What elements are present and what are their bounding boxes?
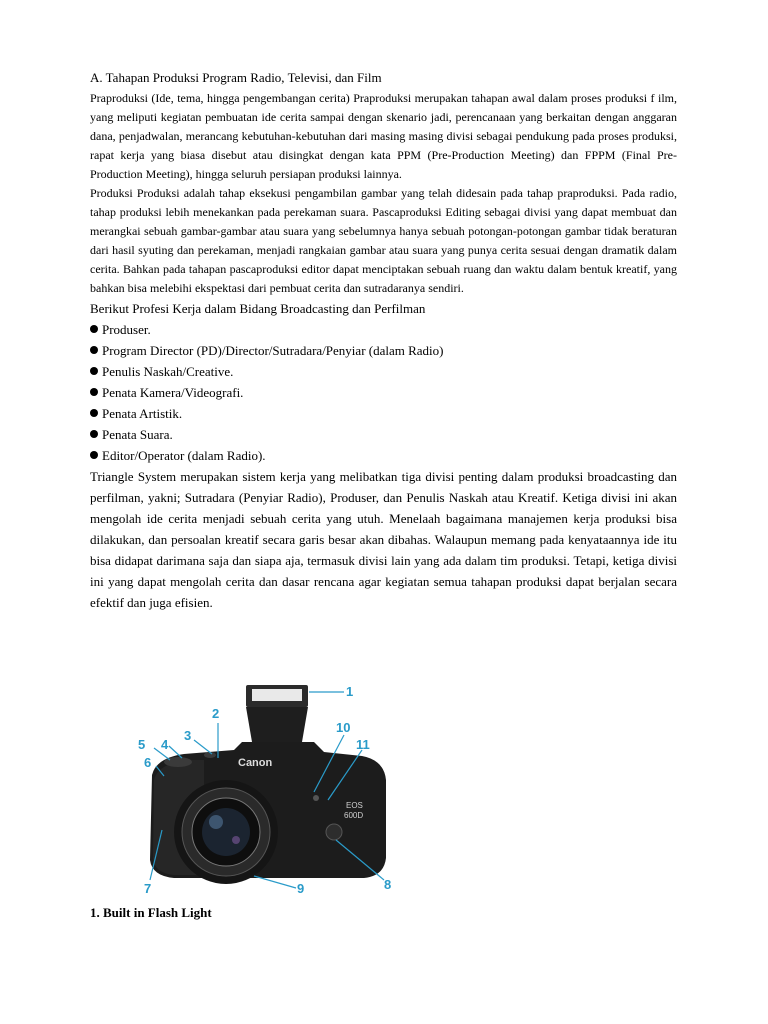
figure-caption: 1. Built in Flash Light xyxy=(90,905,212,920)
bullet-icon xyxy=(90,325,98,333)
section-title: A. Tahapan Produksi Program Radio, Televisi, dan Film xyxy=(90,70,382,85)
list-item: Penulis Naskah/Creative. xyxy=(90,361,677,382)
list-item: Editor/Operator (dalam Radio). xyxy=(90,445,677,466)
lens-glass xyxy=(202,808,250,856)
bullet-icon xyxy=(90,451,98,459)
list-item: Produser. xyxy=(90,319,677,340)
camera-illustration xyxy=(134,680,404,895)
callout-11: 11 xyxy=(356,737,370,752)
callout-2: 2 xyxy=(212,706,220,721)
bullet-icon xyxy=(90,367,98,375)
profession-list-heading: Berikut Profesi Kerja dalam Bidang Broadcasting dan Perfilman xyxy=(90,301,426,316)
paragraph-produksi: Produksi Produksi adalah tahap eksekusi pengambilan gambar yang telah didesain pada tahap praproduksi. Pada radio, tahap produksi lebih menekankan pada perekaman suara. Pascaproduksi Editing sebagai divisi yang dapat membuat dan merangkai sebuah gambar-gambar atau suara yang sebelumnya hanya sebuah potongan-potongan gambar tidak beraturan dari hasil syuting dan perekaman, menjadi rangkaian gambar atau suara yang punya cerita sesuai dengan dramatik dalam cerita. Bahkan pada tahapan pascaproduksi editor dapat menciptakan sebuah ruang dan waktu dalam bentuk kreatif, yang bahkan bisa melebihi ekspektasi dari pembuat cerita dan sutradaranya sendiri. xyxy=(90,186,677,295)
callout-10: 10 xyxy=(336,720,351,735)
callout-9: 9 xyxy=(297,881,305,895)
bullet-icon xyxy=(90,388,98,396)
list-item: Penata Kamera/Videografi. xyxy=(90,382,677,403)
callout-8: 8 xyxy=(384,877,392,892)
callout-7: 7 xyxy=(144,881,152,895)
bullet-icon xyxy=(90,430,98,438)
lens-reflection xyxy=(209,815,223,829)
lens-reflection-small xyxy=(232,836,240,844)
bullet-icon xyxy=(90,346,98,354)
camera-diagram xyxy=(134,680,404,895)
sensor-dot xyxy=(313,795,319,801)
callout-6: 6 xyxy=(144,755,152,770)
bullet-icon xyxy=(90,409,98,417)
brand-logo: Canon xyxy=(238,757,273,769)
profession-list xyxy=(90,319,677,466)
callout-3: 3 xyxy=(184,728,192,743)
paragraph-praproduksi: Praproduksi (Ide, tema, hingga pengembangan cerita) Praproduksi merupakan tahapan awal dalam proses produksi f ilm, yang meliputi kegiatan pembuatan ide cerita sampai dengan skenario jadi, perencanaan yang berkaitan dengan anggaran dana, penjadwalan, merancang kebutuhan-kebutuhan dari masing masing divisi sebagai pendukung pada proses produksi, rapat kerja yang biasa disebut atau disingkat dengan kata PPM (Pre-Production Meeting) dan FPPM (Final Pre-Production Meeting), hingga seluruh persiapan produksi lainnya. xyxy=(90,91,677,181)
lens-release-button xyxy=(326,824,342,840)
list-item: Penata Suara. xyxy=(90,424,677,445)
paragraph-triangle-system: Triangle System merupakan sistem kerja yang melibatkan tiga divisi penting dalam produksi broadcasting dan perfilman, yakni; Sutradara (Penyiar Radio), Produser, dan Penulis Naskah atau Kreatif. Ketiga divisi ini akan mengolah ide cerita menjadi sebuah cerita yang utuh. Menelaah bagaimana manajemen kerja produksi bisa dilakukan, dan persoalan kreatif secara garis besar akan dibahas. Walaupun memang pada kenyataannya ide itu bisa didapat darimana saja dan siapa aja, termasuk divisi lain yang ada dalam tim produksi. Tetapi, ketiga divisi ini yang dapat mengolah cerita dan dasar rencana agar kegiatan semua tahapan produksi dapat berjalan secara efektif dan juga efisien. xyxy=(90,469,677,610)
model-label-line2: 600D xyxy=(344,811,364,820)
leader-3 xyxy=(194,740,212,754)
flash-arm xyxy=(246,707,308,742)
flash-window xyxy=(252,689,302,701)
document-body xyxy=(90,69,677,613)
list-item: Penata Artistik. xyxy=(90,403,677,424)
list-item: Program Director (PD)/Director/Sutradara/Penyiar (dalam Radio) xyxy=(90,340,677,361)
callout-1: 1 xyxy=(346,684,354,699)
model-label-line1: EOS xyxy=(346,801,363,810)
callout-5: 5 xyxy=(138,737,146,752)
callout-4: 4 xyxy=(161,737,169,752)
